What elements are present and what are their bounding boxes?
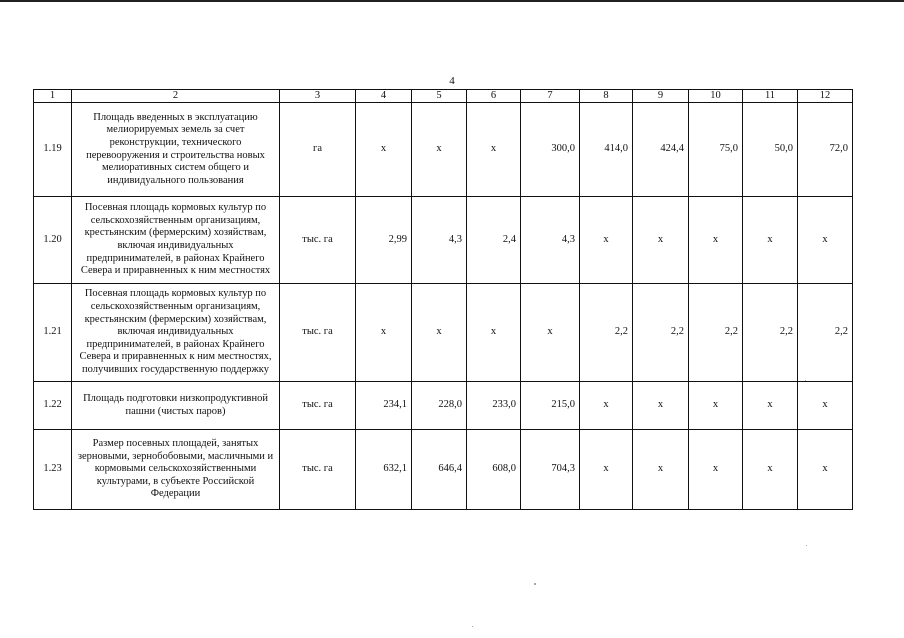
column-header: 11 [743, 90, 798, 103]
column-header: 2 [72, 90, 280, 103]
column-header: 8 [580, 90, 633, 103]
row-number: 1.21 [34, 284, 72, 382]
value-cell: х [356, 103, 412, 197]
column-header: 10 [689, 90, 743, 103]
value-cell: х [743, 197, 798, 284]
value-cell: х [467, 103, 521, 197]
value-cell: х [633, 430, 689, 510]
indicator-description: Размер посевных площадей, занятых зерновыми, зернобобовыми, масличными и кормовыми сельскохозяйственными культурами, в субъекте Российской Федерации [72, 430, 280, 510]
row-number: 1.22 [34, 382, 72, 430]
value-cell: х [356, 284, 412, 382]
value-cell: 2,2 [689, 284, 743, 382]
value-cell: 4,3 [521, 197, 580, 284]
page-number: 4 [449, 75, 455, 87]
indicator-description: Площадь введенных в эксплуатацию мелиорируемых земель за счет реконструкции, технического перевооружения и строительства новых мелиоративных систем общего и индивидуального пользования [72, 103, 280, 197]
column-header: 7 [521, 90, 580, 103]
value-cell: 72,0 [798, 103, 853, 197]
row-number: 1.19 [34, 103, 72, 197]
value-cell: 2,2 [743, 284, 798, 382]
value-cell: 424,4 [633, 103, 689, 197]
value-cell: 2,2 [798, 284, 853, 382]
column-header: 12 [798, 90, 853, 103]
scan-speck [806, 545, 807, 546]
value-cell: х [689, 430, 743, 510]
value-cell: х [689, 382, 743, 430]
table-row [34, 197, 853, 284]
column-header: 9 [633, 90, 689, 103]
value-cell: х [521, 284, 580, 382]
scan-speck [805, 380, 806, 381]
value-cell: 75,0 [689, 103, 743, 197]
scan-edge [0, 0, 904, 2]
value-cell: х [580, 382, 633, 430]
column-header: 5 [412, 90, 467, 103]
row-number: 1.23 [34, 430, 72, 510]
value-cell: х [689, 197, 743, 284]
column-header: 4 [356, 90, 412, 103]
indicator-description: Посевная площадь кормовых культур по сельскохозяйственным организациям, крестьянским (фермерским) хозяйствам, включая индивидуальных предпринимателей, в районах Крайнего Севера и приравненных к ним местностях [72, 197, 280, 284]
value-cell: 215,0 [521, 382, 580, 430]
value-cell: 414,0 [580, 103, 633, 197]
value-cell: 646,4 [412, 430, 467, 510]
unit-cell: тыс. га [280, 197, 356, 284]
unit-cell: тыс. га [280, 382, 356, 430]
value-cell: 234,1 [356, 382, 412, 430]
value-cell: х [743, 382, 798, 430]
scan-speck [472, 626, 473, 627]
value-cell: 632,1 [356, 430, 412, 510]
indicator-description: Площадь подготовки низкопродуктивной пашни (чистых паров) [72, 382, 280, 430]
value-cell: 2,99 [356, 197, 412, 284]
scan-speck [534, 583, 536, 585]
value-cell: 2,2 [633, 284, 689, 382]
table-row [34, 382, 853, 430]
value-cell: х [798, 430, 853, 510]
value-cell: х [412, 284, 467, 382]
value-cell: х [798, 382, 853, 430]
value-cell: 608,0 [467, 430, 521, 510]
value-cell: х [412, 103, 467, 197]
value-cell: 704,3 [521, 430, 580, 510]
indicator-description: Посевная площадь кормовых культур по сельскохозяйственным организациям, крестьянским (фермерским) хозяйствам, включая индивидуальных предпринимателей, в районах Крайнего Севера и приравненных к ним местностях, получивших государственную поддержку [72, 284, 280, 382]
value-cell: 228,0 [412, 382, 467, 430]
table-row [34, 103, 853, 197]
value-cell: х [798, 197, 853, 284]
column-header: 6 [467, 90, 521, 103]
value-cell: х [633, 197, 689, 284]
value-cell: х [580, 430, 633, 510]
value-cell: х [580, 197, 633, 284]
table-row [34, 430, 853, 510]
value-cell: 50,0 [743, 103, 798, 197]
column-number-header-row [34, 90, 853, 103]
unit-cell: тыс. га [280, 284, 356, 382]
value-cell: 4,3 [412, 197, 467, 284]
value-cell: х [743, 430, 798, 510]
value-cell: 300,0 [521, 103, 580, 197]
column-header: 3 [280, 90, 356, 103]
table-row [34, 284, 853, 382]
value-cell: 233,0 [467, 382, 521, 430]
column-header: 1 [34, 90, 72, 103]
row-number: 1.20 [34, 197, 72, 284]
indicators-table [33, 89, 853, 510]
value-cell: х [467, 284, 521, 382]
unit-cell: га [280, 103, 356, 197]
unit-cell: тыс. га [280, 430, 356, 510]
value-cell: х [633, 382, 689, 430]
value-cell: 2,4 [467, 197, 521, 284]
value-cell: 2,2 [580, 284, 633, 382]
